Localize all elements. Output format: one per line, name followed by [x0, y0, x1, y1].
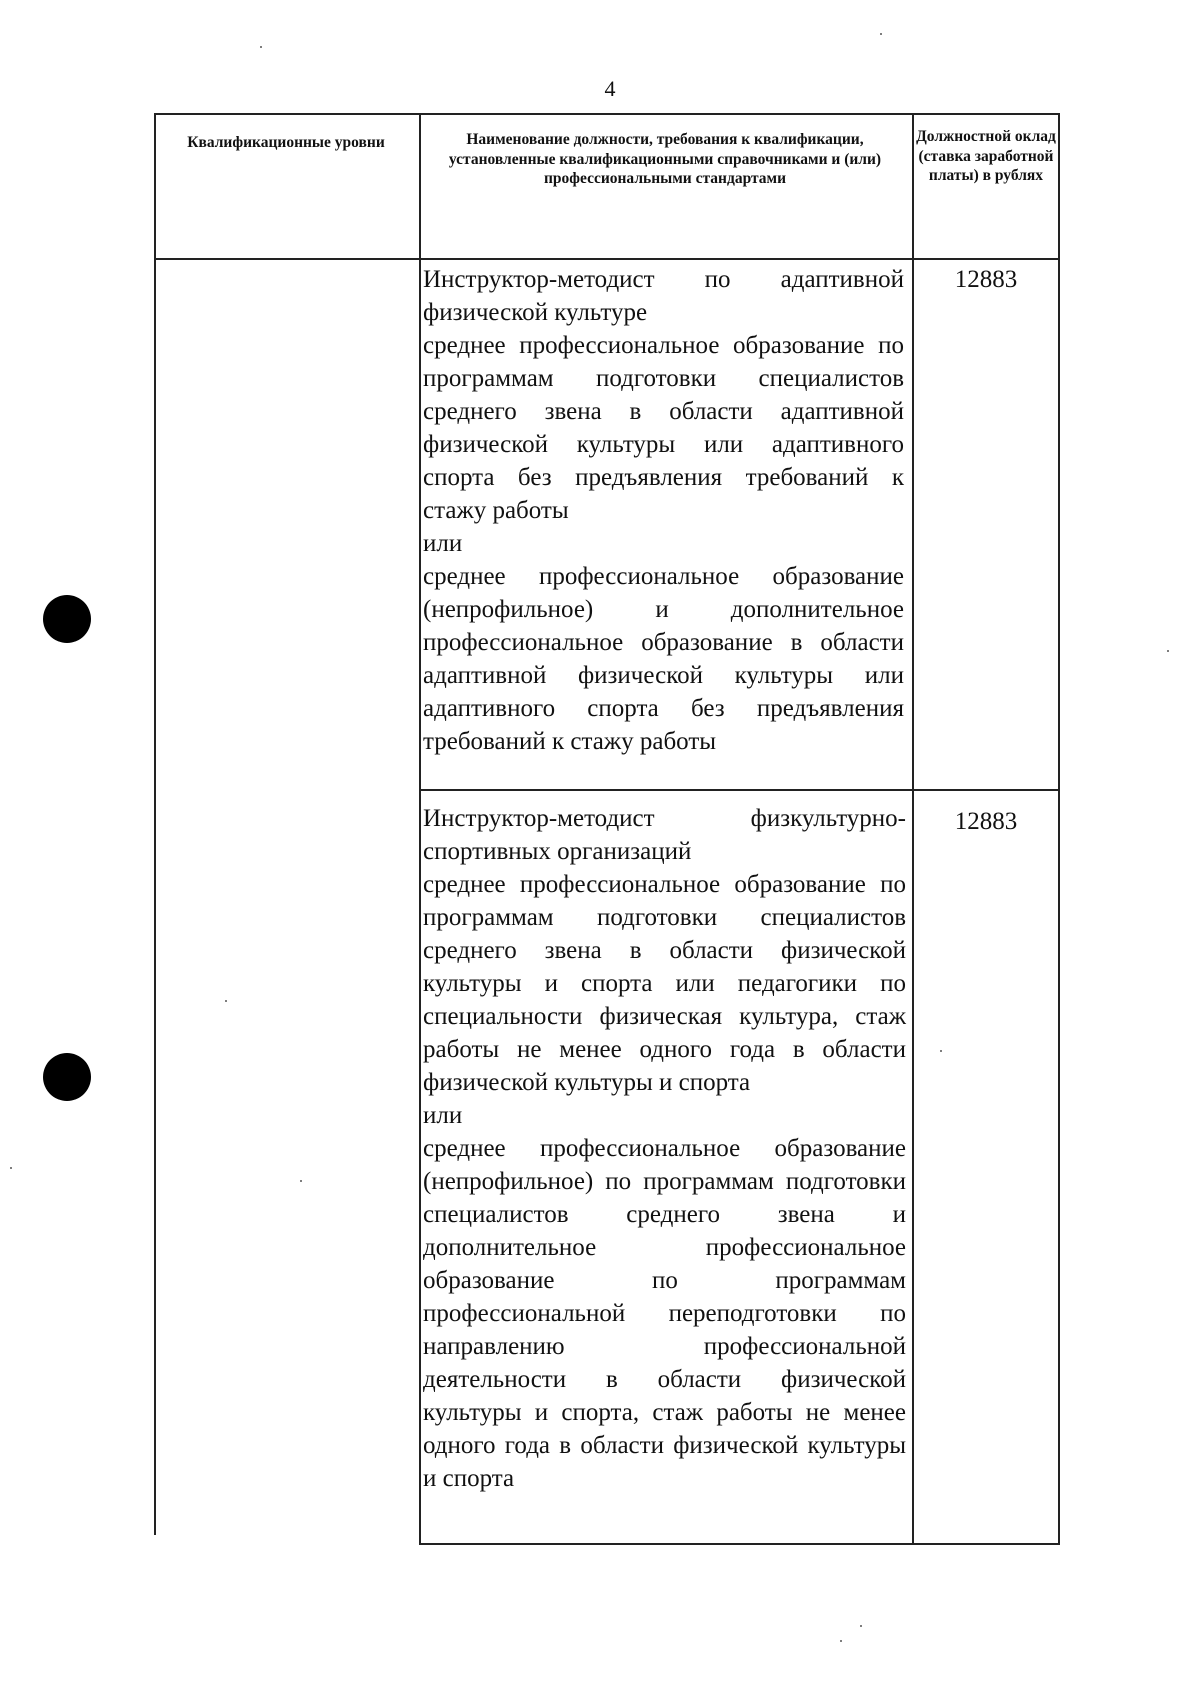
table-row-position-cell [423, 263, 904, 758]
table-row-position-cell [423, 802, 906, 1495]
requirement-text: среднее профессиональное образование (непрофильное) и дополнительное профессиональное образование в области адаптивной физической культуры или адаптивного спорта без предъявления требований к стажу работы [423, 563, 904, 755]
scan-speck [840, 1640, 842, 1642]
scan-speck [225, 1000, 227, 1002]
scan-speck [860, 1625, 862, 1627]
page-number: 4 [604, 76, 616, 101]
scan-speck [260, 46, 262, 48]
scan-speck [300, 1180, 302, 1182]
salary-value: 12883 [954, 266, 1018, 293]
requirement-text: или [423, 530, 463, 557]
header-qualification-levels: Квалификационные уровни [187, 134, 385, 151]
salary-value: 12883 [954, 808, 1018, 835]
requirement-text: среднее профессиональное образование по программам подготовки специалистов среднего звена в области физической культуры и спорта или педагогики по специальности физическая культура, стаж работы не менее одного года в области физической культуры и спорта [423, 871, 906, 1096]
scan-speck [880, 33, 882, 35]
header-position-requirements: Наименование должности, требования к квалификации, установленные квалификационными справочниками и (или) профессиональными стандартами [448, 131, 882, 187]
punch-hole-mark [43, 595, 91, 643]
requirement-text: среднее профессиональное образование по программам подготовки специалистов среднего звена в области адаптивной физической культуры или адаптивного спорта без предъявления требований к стажу работы [423, 332, 904, 524]
scan-speck [10, 1167, 12, 1169]
position-title: Инструктор-методист физкультурно-спортивных организаций [423, 805, 906, 865]
header-salary: Должностной оклад (ставка заработной платы) в рублях [916, 128, 1056, 184]
punch-hole-mark [43, 1053, 91, 1101]
requirement-text: или [423, 1102, 463, 1129]
position-title: Инструктор-методист по адаптивной физической культуре [423, 266, 904, 326]
scan-speck [1167, 650, 1169, 652]
requirement-text: среднее профессиональное образование (непрофильное) по программам подготовки специалистов среднего звена и дополнительное профессиональное образование по программам профессиональной переподготовки по направлению профессиональной деятельности в области физической культуры и спорта, стаж работы не менее одного года в области физической культуры и спорта [423, 1135, 906, 1492]
scan-speck [940, 1050, 942, 1052]
